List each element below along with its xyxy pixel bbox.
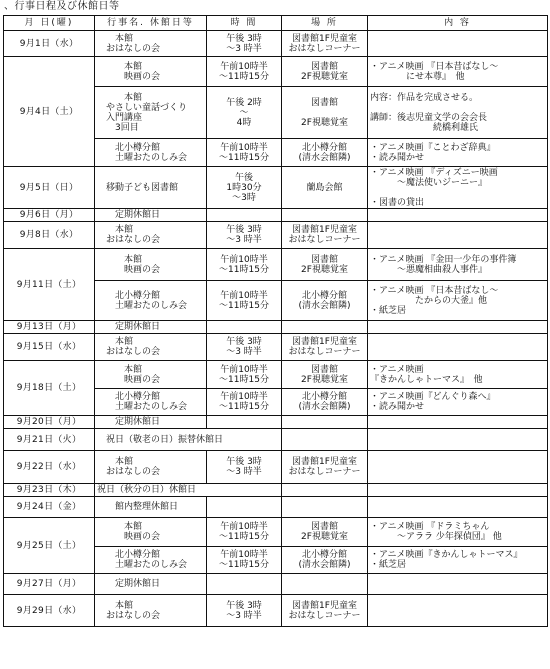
content-cell: ・アニメ映画『ことわざ辞典』 ・読み聞かせ bbox=[368, 139, 548, 167]
event-cell: 本館 おはなしの会 bbox=[95, 31, 207, 57]
event-cell: 館内整理休館日 bbox=[95, 497, 207, 518]
time-cell bbox=[207, 209, 282, 222]
event-cell: 祝日（敬老の日）振替休館日 bbox=[95, 429, 282, 451]
time-cell: 午後 1時30分 ～3時 bbox=[207, 167, 282, 209]
place-cell: 北小樽分館 (清水会館隣) bbox=[282, 139, 368, 167]
event-cell: 北小樽分館 土曜おたのしみ会 bbox=[95, 139, 207, 167]
place-cell: 図書館1F児童室 おはなしコーナー bbox=[282, 31, 368, 57]
place-cell bbox=[282, 209, 368, 222]
event-cell: 北小樽分館 土曜おたのしみ会 bbox=[95, 389, 207, 416]
place-cell bbox=[282, 574, 368, 595]
place-cell: 図書館 2F視聴覚室 bbox=[282, 87, 368, 139]
table-row bbox=[4, 595, 548, 627]
time-cell: 午後 2時 ～ 4時 bbox=[207, 87, 282, 139]
content-cell: ・アニメ映画 『ディズニー映画 ～魔法使いジーニー』 ・図書の貸出 bbox=[368, 167, 548, 209]
event-cell: 定期休館日 bbox=[95, 416, 207, 429]
event-cell: 本館 おはなしの会 bbox=[95, 451, 207, 484]
time-cell: 午後 3時 ～3 時半 bbox=[207, 595, 282, 627]
content-cell bbox=[368, 574, 548, 595]
time-cell: 午前10時半 ～11時15分 bbox=[207, 249, 282, 281]
content-cell: ・アニメ映画 『金田一少年の事件簿 ～悪魔相曲殺人事件』 bbox=[368, 249, 548, 281]
time-cell bbox=[207, 321, 282, 334]
time-cell: 午後 3時 ～3 時半 bbox=[207, 31, 282, 57]
header-place: 場 所 bbox=[282, 16, 368, 31]
table-row bbox=[4, 209, 548, 222]
table-row bbox=[4, 451, 548, 484]
event-cell: 祝日（秋分の日）休館日 bbox=[95, 484, 282, 497]
time-cell: 午前10時半 ～11時15分 bbox=[207, 547, 282, 574]
place-cell: 図書館1F児童室 おはなしコーナー bbox=[282, 222, 368, 249]
date-cell: 9月8日（水） bbox=[4, 222, 95, 249]
date-cell: 9月15日（水） bbox=[4, 334, 95, 361]
table-row bbox=[4, 222, 548, 249]
event-cell: 北小樽分館 土曜おたのしみ会 bbox=[95, 547, 207, 574]
place-cell: 図書館1F児童室 おはなしコーナー bbox=[282, 451, 368, 484]
header-event: 行事名. 休館日等 bbox=[95, 16, 207, 31]
place-cell: 図書館 2F視聴覚室 bbox=[282, 518, 368, 547]
schedule-table bbox=[3, 15, 548, 627]
time-cell: 午前10時半 ～11時15分 bbox=[207, 518, 282, 547]
content-cell: ・アニメ映画『どんぐり森へ』 ・読み聞かせ bbox=[368, 389, 548, 416]
time-cell: 午前10時半 ～11時15分 bbox=[207, 281, 282, 321]
header-content: 内 容 bbox=[368, 16, 548, 31]
place-cell: 図書館1F児童室 おはなしコーナー bbox=[282, 595, 368, 627]
event-cell: 定期休館日 bbox=[95, 574, 207, 595]
content-cell: ・アニメ映画 『日本昔ばなし～ にせ本尊』 他 bbox=[368, 57, 548, 87]
date-cell: 9月1日（水） bbox=[4, 31, 95, 57]
place-cell: 蘭島会館 bbox=[282, 167, 368, 209]
table-row bbox=[4, 518, 548, 547]
event-cell: 本館 映画の会 bbox=[95, 361, 207, 389]
header-date: 月 日(曜) bbox=[4, 16, 95, 31]
place-cell: 北小樽分館 (清水会館隣) bbox=[282, 389, 368, 416]
event-cell: 本館 やさしい童話づくり 入門講座 3回目 bbox=[95, 87, 207, 139]
date-cell: 9月23日（木） bbox=[4, 484, 95, 497]
content-cell bbox=[368, 31, 548, 57]
place-cell bbox=[282, 416, 368, 429]
time-cell: 午後 3時 ～3 時半 bbox=[207, 451, 282, 484]
content-cell bbox=[368, 451, 548, 484]
document-title: 、行事日程及び休館日等 bbox=[4, 1, 120, 12]
table-row bbox=[4, 249, 548, 281]
date-cell: 9月25日（土） bbox=[4, 518, 95, 574]
content-cell bbox=[368, 416, 548, 429]
table-row bbox=[4, 574, 548, 595]
event-cell: 本館 映画の会 bbox=[95, 249, 207, 281]
content-cell bbox=[368, 497, 548, 518]
place-cell: 図書館1F児童室 おはなしコーナー bbox=[282, 334, 368, 361]
place-cell bbox=[282, 497, 368, 518]
event-cell: 本館 おはなしの会 bbox=[95, 334, 207, 361]
place-cell: 図書館 2F視聴覚室 bbox=[282, 57, 368, 87]
place-cell: 図書館 2F視聴覚室 bbox=[282, 361, 368, 389]
event-cell: 定期休館日 bbox=[95, 209, 207, 222]
table-row bbox=[4, 429, 548, 451]
table-header-row bbox=[4, 16, 548, 31]
date-cell: 9月22日（水） bbox=[4, 451, 95, 484]
content-cell bbox=[368, 222, 548, 249]
place-cell: 図書館 2F視聴覚室 bbox=[282, 249, 368, 281]
date-cell: 9月27日（月） bbox=[4, 574, 95, 595]
table-row bbox=[4, 361, 548, 389]
table-row bbox=[4, 484, 548, 497]
time-cell: 午後 3時 ～3 時半 bbox=[207, 222, 282, 249]
content-cell: 内容：作品を完成させる。 講師：後志児童文学の会会長 続橋利雄氏 bbox=[368, 87, 548, 139]
event-cell: 移動子ども図書館 bbox=[95, 167, 207, 209]
table-row bbox=[4, 416, 548, 429]
event-cell: 本館 映画の会 bbox=[95, 57, 207, 87]
date-cell: 9月13日（月） bbox=[4, 321, 95, 334]
content-cell bbox=[368, 321, 548, 334]
time-cell bbox=[207, 416, 282, 429]
event-cell: 本館 映画の会 bbox=[95, 518, 207, 547]
date-cell: 9月20日（月） bbox=[4, 416, 95, 429]
date-cell: 9月18日（土） bbox=[4, 361, 95, 416]
date-cell: 9月6日（月） bbox=[4, 209, 95, 222]
event-cell: 北小樽分館 土曜おたのしみ会 bbox=[95, 281, 207, 321]
time-cell: 午前10時半 ～11時15分 bbox=[207, 389, 282, 416]
content-cell bbox=[368, 484, 548, 497]
date-cell: 9月21日（火） bbox=[4, 429, 95, 451]
event-cell: 本館 おはなしの会 bbox=[95, 222, 207, 249]
content-cell bbox=[368, 209, 548, 222]
event-cell: 本館 おはなしの会 bbox=[95, 595, 207, 627]
table-row bbox=[4, 321, 548, 334]
table-row bbox=[4, 167, 548, 209]
table-row bbox=[4, 57, 548, 87]
place-cell bbox=[282, 429, 368, 451]
table-row bbox=[4, 497, 548, 518]
content-cell: ・アニメ映画 『きかんしゃトーマス』 他 bbox=[368, 361, 548, 389]
header-time: 時 間 bbox=[207, 16, 282, 31]
content-cell bbox=[368, 429, 548, 451]
date-cell: 9月5日（日） bbox=[4, 167, 95, 209]
event-cell: 定期休館日 bbox=[95, 321, 207, 334]
time-cell: 午前10時半 ～11時15分 bbox=[207, 361, 282, 389]
time-cell bbox=[207, 574, 282, 595]
time-cell: 午前10時半 ～11時15分 bbox=[207, 57, 282, 87]
content-cell: ・アニメ映画『きかんしゃトーマス』 ・紙芝居 bbox=[368, 547, 548, 574]
table-row bbox=[4, 31, 548, 57]
content-cell bbox=[368, 595, 548, 627]
date-cell: 9月4日（土） bbox=[4, 57, 95, 167]
content-cell: ・アニメ映画 『日本昔ばなし～ たからの大釜』他 ・紙芝居 bbox=[368, 281, 548, 321]
place-cell bbox=[282, 484, 368, 497]
time-cell bbox=[207, 497, 282, 518]
date-cell: 9月11日（土） bbox=[4, 249, 95, 321]
table-row bbox=[4, 334, 548, 361]
place-cell: 北小樽分館 (清水会館隣) bbox=[282, 281, 368, 321]
content-cell: ・アニメ映画 『ドラミちゃん ～アララ 少年探偵団』 他 bbox=[368, 518, 548, 547]
date-cell: 9月24日（金） bbox=[4, 497, 95, 518]
time-cell: 午前10時半 ～11時15分 bbox=[207, 139, 282, 167]
date-cell: 9月29日（水） bbox=[4, 595, 95, 627]
place-cell bbox=[282, 321, 368, 334]
place-cell: 北小樽分館 (清水会館隣) bbox=[282, 547, 368, 574]
time-cell: 午後 3時 ～3 時半 bbox=[207, 334, 282, 361]
content-cell bbox=[368, 334, 548, 361]
